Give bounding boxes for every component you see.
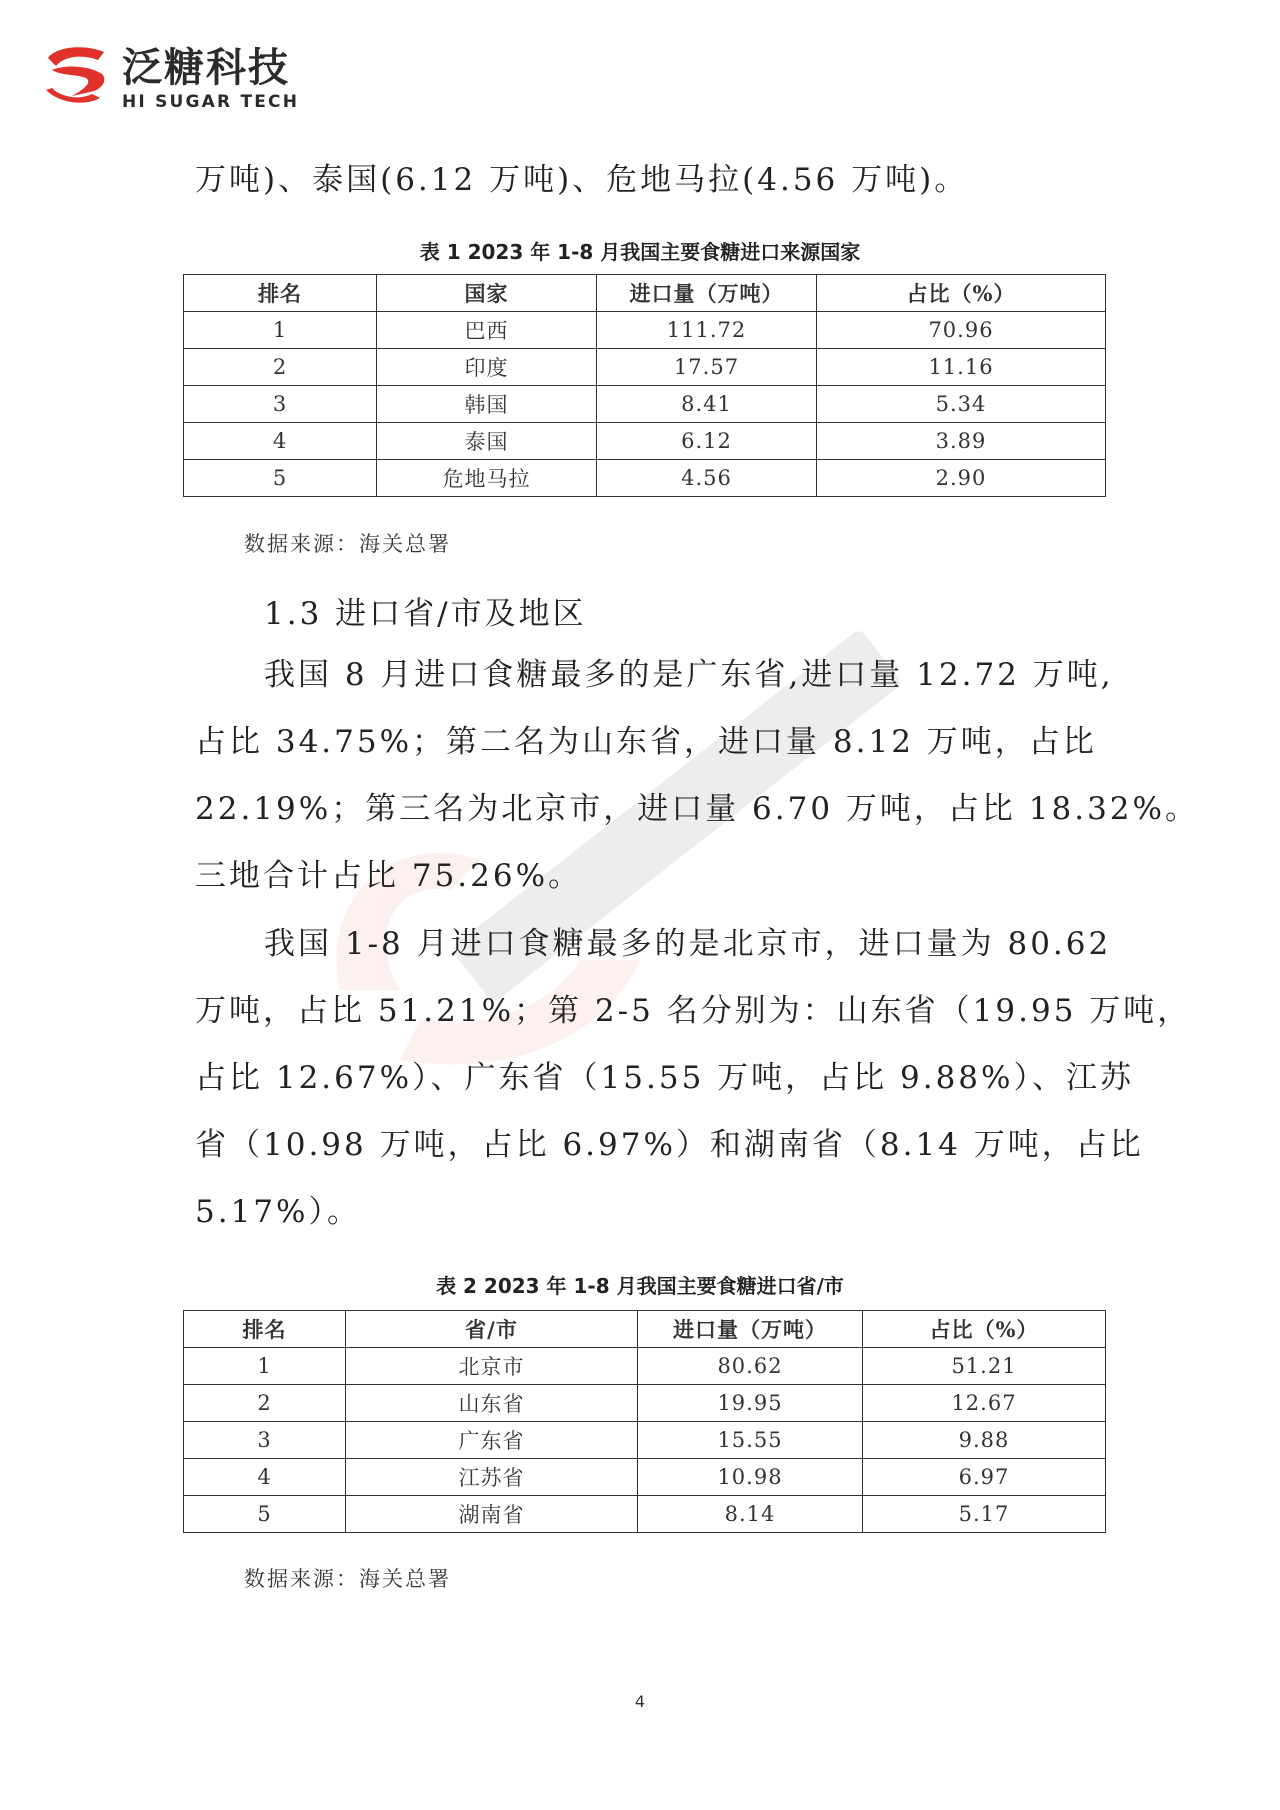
paragraph2-line: 占比 12.67%）、广东省（15.55 万吨，占比 9.88%）、江苏 <box>195 1060 1134 1096</box>
table-cell: 5 <box>184 1496 346 1533</box>
table-cell: 泰国 <box>377 423 597 460</box>
table-cell: 10.98 <box>638 1459 863 1496</box>
table-cell: 11.16 <box>817 349 1106 386</box>
continuation-line: 万吨)、泰国(6.12 万吨)、危地马拉(4.56 万吨)。 <box>195 162 969 198</box>
table-cell: 危地马拉 <box>377 460 597 497</box>
paragraph1-line: 占比 34.75%；第二名为山东省，进口量 8.12 万吨，占比 <box>195 724 1097 760</box>
table-cell: 5 <box>184 460 377 497</box>
brand-name-cn: 泛糖科技 <box>122 45 290 91</box>
paragraph2-line: 万吨，占比 51.21%；第 2-5 名分别为：山东省（19.95 万吨， <box>195 993 1192 1029</box>
table-cell: 80.62 <box>638 1348 863 1385</box>
paragraph1-line: 三地合计占比 75.26%。 <box>195 858 583 894</box>
table-cell: 4 <box>184 423 377 460</box>
table-cell: 印度 <box>377 349 597 386</box>
table-cell: 2 <box>184 349 377 386</box>
table-cell: 17.57 <box>597 349 817 386</box>
table-cell: 4 <box>184 1459 346 1496</box>
table-row <box>184 386 1106 423</box>
paragraph2-line: 5.17%）。 <box>195 1194 361 1230</box>
table1 <box>183 274 1106 497</box>
table1-header: 国家 <box>377 275 597 312</box>
paragraph1-line: 我国 8 月进口食糖最多的是广东省,进口量 12.72 万吨, <box>264 657 1114 693</box>
table2-header: 占比（%） <box>863 1311 1106 1348</box>
table1-header: 排名 <box>184 275 377 312</box>
table-cell: 19.95 <box>638 1385 863 1422</box>
section-heading: 1.3 进口省/市及地区 <box>264 596 587 632</box>
page-number: 4 <box>634 1692 646 1711</box>
table-cell: 3 <box>184 1422 346 1459</box>
table-row <box>184 460 1106 497</box>
table-cell: 4.56 <box>597 460 817 497</box>
table-cell: 1 <box>184 1348 346 1385</box>
table-cell: 山东省 <box>346 1385 638 1422</box>
table-cell: 巴西 <box>377 312 597 349</box>
table-row <box>184 1459 1106 1496</box>
table-cell: 2.90 <box>817 460 1106 497</box>
table2-header: 省/市 <box>346 1311 638 1348</box>
table-row <box>184 312 1106 349</box>
table-cell: 6.97 <box>863 1459 1106 1496</box>
table-cell: 江苏省 <box>346 1459 638 1496</box>
table-cell: 韩国 <box>377 386 597 423</box>
table-cell: 5.17 <box>863 1496 1106 1533</box>
table1-title: 表 1 2023 年 1-8 月我国主要食糖进口来源国家 <box>419 240 861 264</box>
table-row <box>184 1422 1106 1459</box>
table-cell: 70.96 <box>817 312 1106 349</box>
table2 <box>183 1310 1106 1533</box>
table-cell: 8.14 <box>638 1496 863 1533</box>
table-row <box>184 349 1106 386</box>
table-cell: 广东省 <box>346 1422 638 1459</box>
table-row <box>184 1385 1106 1422</box>
table-cell: 51.21 <box>863 1348 1106 1385</box>
paragraph1-line: 22.19%；第三名为北京市，进口量 6.70 万吨，占比 18.32%。 <box>195 791 1199 827</box>
paragraph2-line: 省（10.98 万吨，占比 6.97%）和湖南省（8.14 万吨，占比 <box>195 1127 1144 1163</box>
table2-title: 表 2 2023 年 1-8 月我国主要食糖进口省/市 <box>436 1274 844 1298</box>
table-cell: 15.55 <box>638 1422 863 1459</box>
watermark-logo <box>280 560 1060 1120</box>
table-cell: 6.12 <box>597 423 817 460</box>
table-row <box>184 423 1106 460</box>
table-cell: 湖南省 <box>346 1496 638 1533</box>
table-cell: 8.41 <box>597 386 817 423</box>
brand-logo-icon <box>42 44 116 106</box>
table1-header: 进口量（万吨） <box>597 275 817 312</box>
table-cell: 9.88 <box>863 1422 1106 1459</box>
table1-header-row <box>184 275 1106 312</box>
table2-header: 排名 <box>184 1311 346 1348</box>
table-row <box>184 1496 1106 1533</box>
table2-source: 数据来源：海关总署 <box>244 1567 451 1591</box>
paragraph2-line: 我国 1-8 月进口食糖最多的是北京市，进口量为 80.62 <box>264 926 1112 962</box>
table-row <box>184 1348 1106 1385</box>
brand-name-en: HI SUGAR TECH <box>122 92 300 112</box>
table1-header: 占比（%） <box>817 275 1106 312</box>
table-cell: 12.67 <box>863 1385 1106 1422</box>
table1-source: 数据来源：海关总署 <box>244 532 451 556</box>
table-cell: 1 <box>184 312 377 349</box>
table-cell: 2 <box>184 1385 346 1422</box>
table-cell: 北京市 <box>346 1348 638 1385</box>
table2-header-row <box>184 1311 1106 1348</box>
table-cell: 3 <box>184 386 377 423</box>
table-cell: 111.72 <box>597 312 817 349</box>
table-cell: 5.34 <box>817 386 1106 423</box>
table-cell: 3.89 <box>817 423 1106 460</box>
table2-header: 进口量（万吨） <box>638 1311 863 1348</box>
